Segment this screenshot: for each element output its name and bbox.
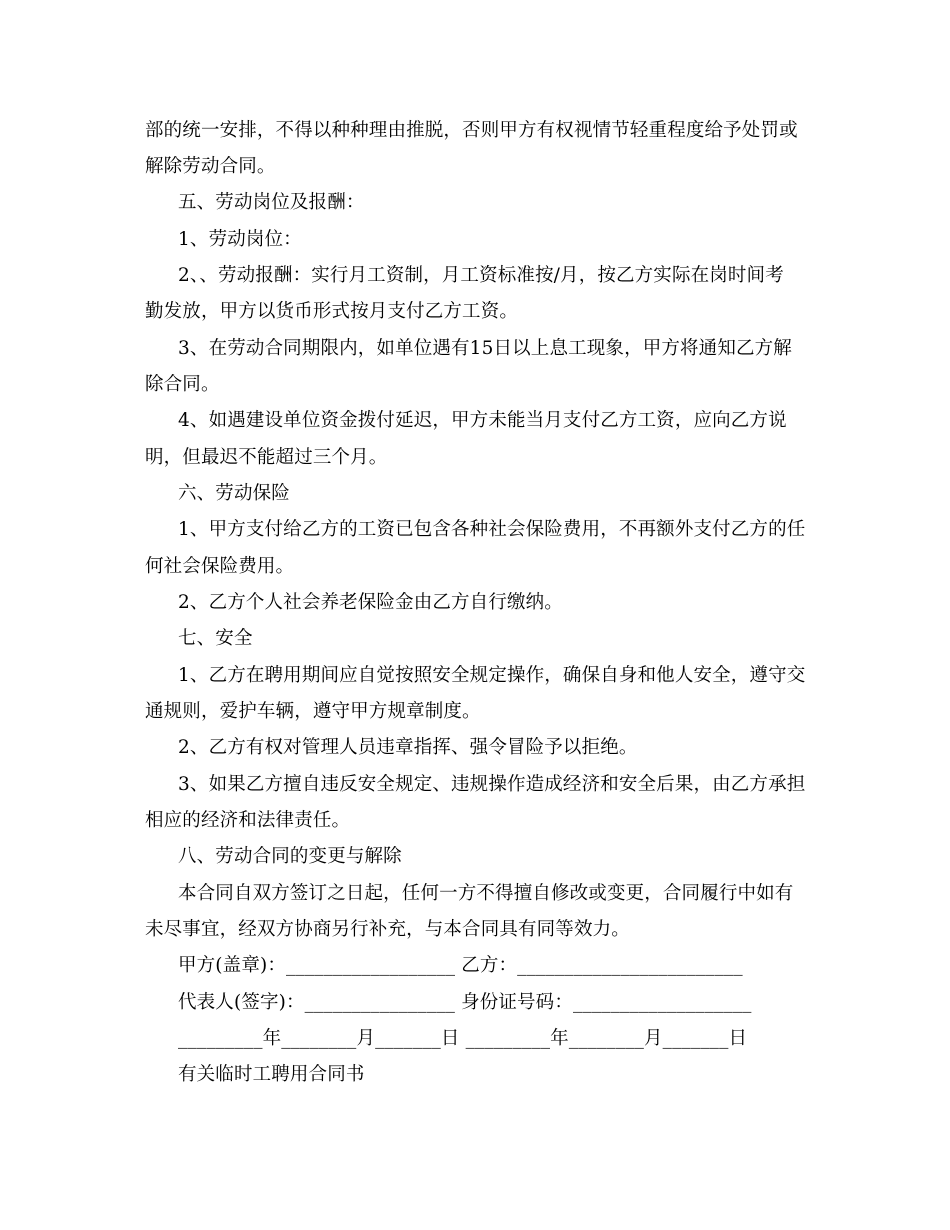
- text-line: 1、乙方在聘用期间应自觉按照安全规定操作，确保自身和他人安全，遵守交: [178, 665, 806, 686]
- text-line: 部的统一安排，不得以种种理由推脱，否则甲方有权视情节轻重程度给予处罚或: [145, 120, 798, 141]
- text-line: 本合同自双方签订之日起，任何一方不得擅自修改或变更，合同履行中如有: [178, 883, 794, 904]
- text-line: 1、劳动岗位：: [178, 229, 302, 250]
- date-line: _________年________月_______日 _________年________月_______日: [178, 1028, 748, 1049]
- text-line: 相应的经济和法律责任。: [145, 810, 351, 831]
- text-line: 3、在劳动合同期限内，如单位遇有15日以上息工现象，甲方将通知乙方解: [178, 338, 792, 359]
- text-line: 通规则，爱护车辆，遵守甲方规章制度。: [145, 701, 481, 722]
- section-heading: 七、安全: [178, 628, 253, 649]
- text-line: 何社会保险费用。: [145, 556, 295, 577]
- text-line: 勤发放，甲方以货币形式按月支付乙方工资。: [145, 301, 519, 322]
- section-heading: 六、劳动保险: [178, 483, 290, 504]
- section-heading: 五、劳动岗位及报酬：: [178, 192, 365, 213]
- signature-line-party-a: 甲方(盖章)：__________________ 乙方：________________________: [178, 955, 743, 976]
- signature-line-representative: 代表人(签字)：________________ 身份证号码：___________________: [178, 992, 752, 1013]
- text-line: 解除劳动合同。: [145, 156, 276, 177]
- text-line: 1、甲方支付给乙方的工资已包含各种社会保险费用，不再额外支付乙方的任: [178, 519, 806, 540]
- text-line: 4、如遇建设单位资金拨付延迟，甲方未能当月支付乙方工资，应向乙方说: [178, 410, 787, 431]
- text-line: 未尽事宜，经双方协商另行补充，与本合同具有同等效力。: [145, 919, 630, 940]
- text-line: 明，但最迟不能超过三个月。: [145, 447, 388, 468]
- text-line: 2、、劳动报酬：实行月工资制，月工资标准按/月，按乙方实际在岗时间考: [178, 265, 784, 286]
- text-line: 2、乙方个人社会养老保险金由乙方自行缴纳。: [178, 592, 563, 613]
- text-line: 3、如果乙方擅自违反安全规定、违规操作造成经济和安全后果，由乙方承担: [178, 774, 806, 795]
- document-title: 有关临时工聘用合同书: [178, 1064, 365, 1085]
- section-heading: 八、劳动合同的变更与解除: [178, 846, 402, 867]
- text-line: 除合同。: [145, 374, 220, 395]
- text-line: 2、乙方有权对管理人员违章指挥、强令冒险予以拒绝。: [178, 737, 638, 758]
